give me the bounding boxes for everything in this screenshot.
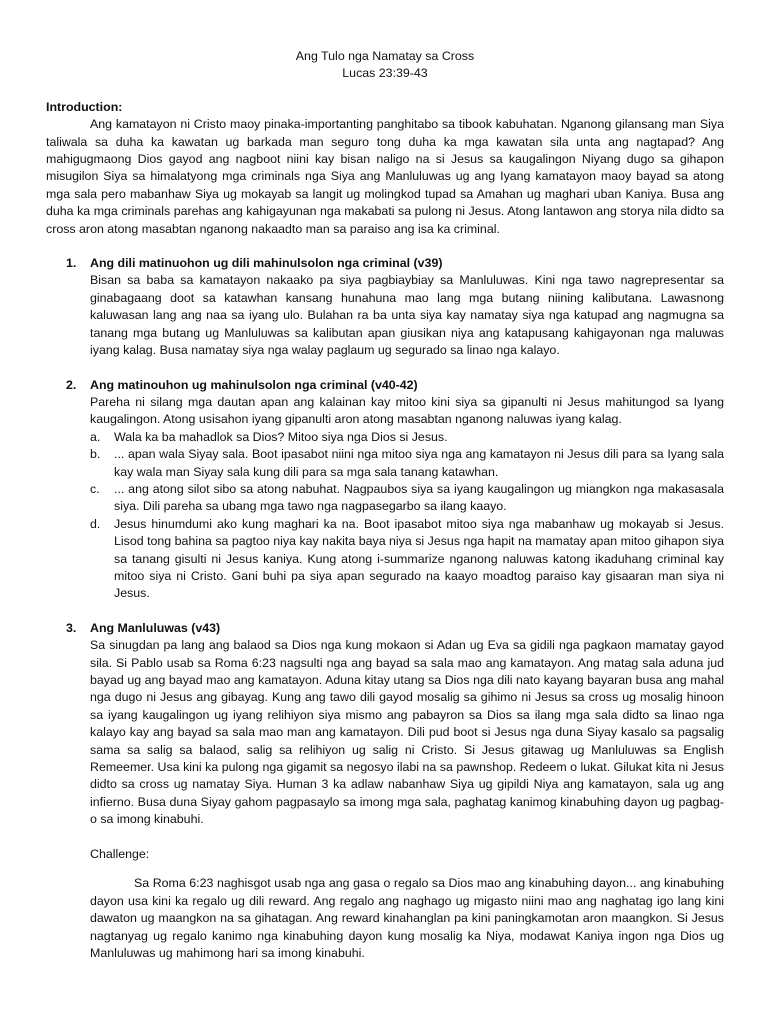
section-text: Bisan sa baba sa kamatayon nakaako pa siya pagbiaybiay sa Manluluwas. Kini nga tawo nagrepresentar sa ginabagaang doot sa katawhan kansang hunahuna mao lang mga butang niining kalibutana. Lawasnong kaluwasan lang ang naa sa iyang ulo. Bulahan ra ba unta siya kay namatay siya nga katupad ang nagmugna sa tanang mga butang ug Manluluwas sa kalibutan apan giusikan niya ang katapusang kahigayonan nga maluwas iyang kalag. Busa namatay siya nga walay paglaum ug segurado sa linao nga kalayo. [90, 273, 724, 358]
scripture-reference: Lucas 23:39-43 [342, 66, 428, 81]
sub-point-letter: d. [90, 516, 101, 531]
challenge-heading: Challenge: [90, 846, 150, 861]
section-text: Sa sinugdan pa lang ang balaod sa Dios nga kung mokaon si Adan ug Eva sa gidili nga pagkaon mamatay gayod sila. Si Pablo usab sa Roma 6:23 nagsulti nga ang bayad sa sala mao ang kamatayon. Ang matag sala aduna jud bayad ug ang bayad mao ang kamatayon. Aduna kitay utang sa Dios nga dili nato kayang bayaran busa ang mahal nga dugo ni Jesus ang gibayag. Kung ang tawo dili gayod mosalig sa gihimo ni Jesus sa cross ug mosalig hinoon sa iyang kaugalingon ug iyang relihiyon siya mismo ang pabayron sa Dios sa ilang mga sala didto sa linao nga kalayo kay ang bayad sa sala mao man ang kamatayon. Dili pud boot si Jesus nga duna Siyay kasalo sa pagsalig sama sa salig sa balaod, salig sa relihiyon ug salig ni Cristo. Si Jesus gitawag ug Manluluwas sa English Remeemer. Usa kini ka pulong nga gigamit sa negosyo ilabi na sa pawnshop. Redeem o lukat. Gilukat kita ni Jesus didto sa cross ug namatay Siya. Human 3 ka adlaw nabanhaw Siya ug gipildi Niya ang kamatayon, sala ug ang infierno. Busa duna Siyay gahom pagpasaylo sa imong mga sala, paghatag kanimog kinabuhing dayon ug pagbag-o sa imong kinabuhi. [90, 638, 724, 827]
sub-point-text: Wala ka ba mahadlok sa Dios? Mitoo siya nga Dios si Jesus. [114, 429, 448, 444]
section-text: Pareha ni silang mga dautan apan ang kalainan kay mitoo kini siya sa gipanulti ni Jesus mahitungod sa Iyang kaugalingon. Atong usisahon iyang gipanulti aron atong masabtan nganong naluwas iyang kalag. [90, 394, 724, 427]
introduction-text: Ang kamatayon ni Cristo maoy pinaka-importanting panghitabo sa tibook kabuhatan. Nganong gilansang man Siya taliwala sa duha ka kawatan ug barkada man seguro tong duha ka mga kawatan sila unta ang nagtapad? Ang mahigugmaong Dios gayod ang nagboot niini kay bisan naligo na si Jesus sa kaugalingon Niyang dugo sa gihapon misugilon Siya sa himalatyong mga criminals nga Siya ang Manluluwas ug ang Iyang kamatayon maoy bayad sa atong mga sala pero mabanhaw Siya ug mokayab sa langit ug molingkod tupad sa Amahan ug maghari uban Kaniya. Busa ang duha ka mga criminals parehas ang kahigayunan nga makabati sa pulong ni Jesus. Atong lantawon ang storya nila didto sa cross aron atong masabtan nganong nakaadto man sa paraiso ang isa ka criminal. [46, 117, 724, 236]
challenge-text: Sa Roma 6:23 naghisgot usab nga ang gasa o regalo sa Dios mao ang kinabuhing dayon... ang kinabuhing dayon usa kini ka regalo ug dili reward. Ang regalo ang naghago ug migasto niini mao ang naghatag igo lang kini dawaton ug maangkon na sa gihatagan. Ang reward kinahanglan pa kini paningkamotan aron maangkon. Si Jesus nagtanyag ug regalo kanimo nga kinabuhing dayon kung mosalig ka Niya, modawat Kaniya ingon nga Dios ug Manluluwas ug mahimong hari sa imong kinabuhi. [90, 876, 724, 961]
section-2 [46, 377, 724, 603]
sub-point [90, 446, 724, 481]
sub-point-list [90, 429, 724, 603]
sub-point [90, 481, 724, 516]
sub-point-letter: a. [90, 429, 101, 444]
section-number: 3. [66, 620, 77, 635]
introduction-heading: Introduction: [46, 99, 123, 114]
section-heading: Ang dili matinuohon ug dili mahinulsolon nga criminal (v39) [90, 256, 443, 271]
sub-point-text: Jesus hinumdumi ako kung maghari ka na. Boot ipasabot mitoo siya nga mabanhaw ug mokayab si Jesus. Lisod tong bahina sa pagtoo niya kay nakita baya niya si Jesus nga hapit na mamatay apan mitoo gihapon siya sa tanang gisulti ni Jesus kaniya. Kung atong i-summarize nganong naluwas katong ikaduhang criminal kay mitoo siya ni Cristo. Gani buhi pa siya apan segurado na kaayo moadtog paraiso kay gisaaran man siya ni Jesus. [114, 516, 724, 601]
section-heading: Ang matinouhon ug mahinulsolon nga criminal (v40-42) [90, 377, 418, 392]
document-title: Ang Tulo nga Namatay sa Cross [295, 49, 475, 63]
sub-point-letter: c. [90, 481, 100, 496]
sub-point-text: ... ang atong silot sibo sa atong nabuhat. Nagpaubos siya sa iyang kaugalingon ug miangkon nga makasasala siya. Dili pareha sa ubang mga tawo nga nagpasegarbo sa ilang kaayo. [114, 481, 724, 514]
sub-point [90, 516, 724, 603]
section-number: 1. [66, 256, 77, 271]
section-number: 2. [66, 377, 77, 392]
section-3 [46, 620, 724, 975]
sub-point [90, 429, 724, 446]
section-1 [46, 255, 724, 359]
sub-point-letter: b. [90, 447, 101, 462]
sub-point-text: ... apan wala Siyay sala. Boot ipasabot niini nga mitoo siya nga ang kamatayon ni Jesus dili para sa Iyang sala kay wala man Siyay sala kung dili para sa mga sala tanang katawhan. [114, 447, 724, 479]
section-heading: Ang Manluluwas (v43) [90, 620, 221, 635]
